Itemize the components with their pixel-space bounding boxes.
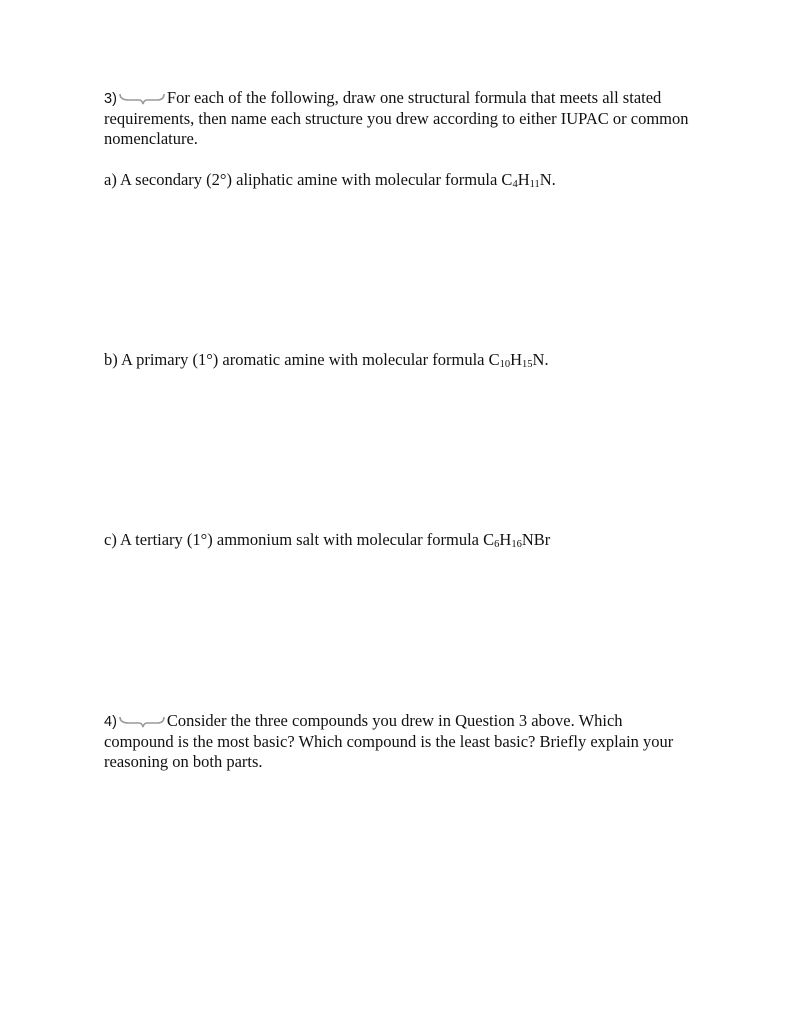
- part-a-subscript-c: 4: [512, 179, 518, 190]
- question-4-line-3: reasoning on both parts.: [104, 752, 263, 771]
- question-4-number: 4): [104, 714, 117, 730]
- question-4-line-1: [104, 711, 744, 732]
- part-c-end: NBr: [521, 530, 551, 549]
- question-3-line-2: requirements, then name each structure you drew according to either IUPAC or common: [104, 109, 689, 128]
- part-a-text: a) A secondary (2°) aliphatic amine with molecular formula C: [104, 170, 513, 189]
- part-c-h: H: [499, 530, 512, 549]
- question-3-text-1: For each of the following, draw one structural formula that meets all stated: [166, 88, 662, 107]
- part-c-subscript-c: 6: [494, 539, 500, 550]
- part-b-text: b) A primary (1°) aromatic amine with molecular formula C: [104, 350, 500, 369]
- part-a-h: H: [517, 170, 530, 189]
- part-b-subscript-h: 15: [522, 359, 533, 370]
- part-c-subscript-h: 16: [511, 539, 522, 550]
- question-3-line-3: nomenclature.: [104, 129, 198, 148]
- question-4-line-2: compound is the most basic? Which compound is the least basic? Briefly explain your: [104, 732, 674, 751]
- part-b-end: N.: [532, 350, 549, 369]
- part-b-subscript-c: 10: [499, 359, 511, 370]
- question-3: [104, 88, 744, 149]
- part-a-end: N.: [539, 170, 556, 189]
- points-blank-brace-icon: [117, 715, 167, 729]
- points-blank-brace-icon: [117, 92, 167, 106]
- part-a: [104, 170, 744, 190]
- part-c-text: c) A tertiary (1°) ammonium salt with molecular formula C: [104, 530, 495, 549]
- part-b-h: H: [510, 350, 523, 369]
- question-3-number: 3): [104, 91, 117, 107]
- question-4-text-1: Consider the three compounds you drew in Question 3 above. Which: [166, 711, 623, 730]
- question-3-line-1: [104, 88, 744, 109]
- question-4: [104, 711, 744, 772]
- part-c: [104, 530, 744, 550]
- part-a-subscript-h: 11: [529, 179, 540, 190]
- part-b: [104, 350, 744, 370]
